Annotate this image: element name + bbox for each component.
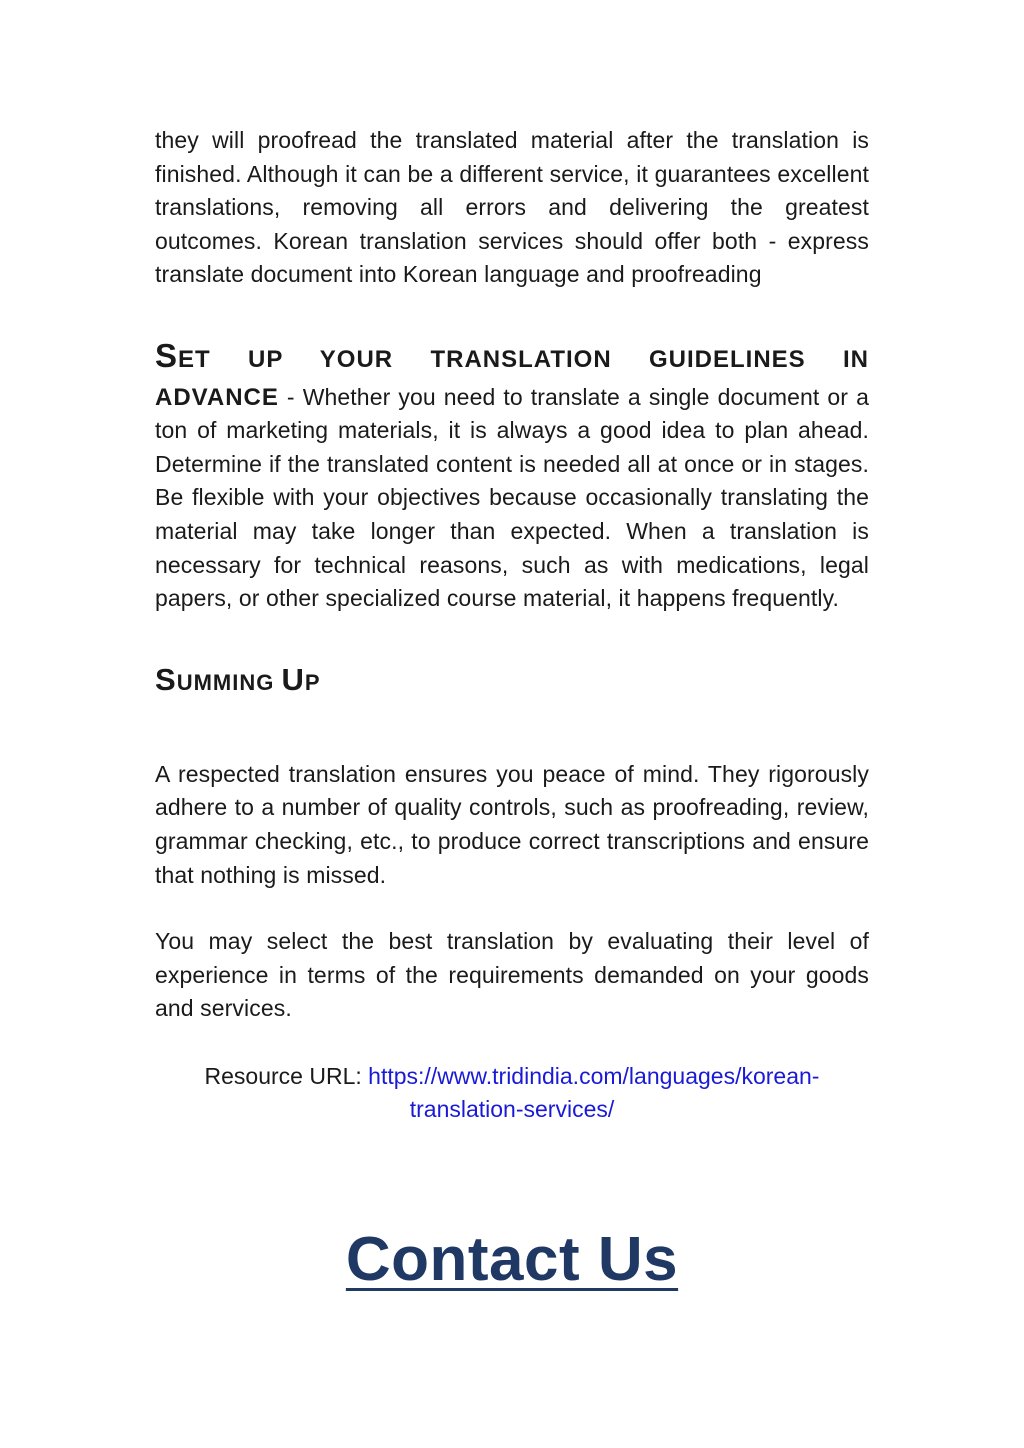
resource-label: Resource URL:: [204, 1062, 369, 1089]
contact-us-heading-wrapper: [0, 1224, 1024, 1295]
resource-line: [155, 1060, 869, 1127]
contact-us-heading[interactable]: Contact Us: [345, 1225, 679, 1294]
section-heading-summing-up: SUMMING UP: [155, 661, 321, 697]
document-body: [155, 124, 869, 1127]
summing-up-paragraph-1: A respected translation ensures you peace of mind. They rigorously adhere to a number of quality controls, such as proofreading, review, grammar checking, etc., to produce correct transcriptions and ensure that nothing is missed.: [155, 760, 869, 888]
intro-paragraph: they will proofread the translated material after the translation is finished. Although it can be a different service, it guarantees excellent translations, removing all errors and delivering the greatest outcomes. Korean translation services should offer both - express translate document into Korean language and proofreading: [155, 127, 869, 288]
section-heading-guidelines: SET UP YOUR TRANSLATION GUIDELINES IN: [155, 336, 869, 374]
section-heading-guidelines-line2: ADVANCE: [155, 383, 279, 411]
section-translation-guidelines: [155, 336, 869, 616]
section-guidelines-paragraph: ADVANCE - Whether you need to translate a single document or a ton of marketing materials, it is always a good idea to plan ahead. Determine if the translated content is needed all at once or in stages. Be flexible with your objectives because occasionally translating the material may take longer than expected. When a translation is necessary for technical reasons, such as with medications, legal papers, or other specialized course material, it happens frequently.: [155, 383, 869, 612]
summing-up-paragraph-2: You may select the best translation by evaluating their level of experience in terms of the requirements demanded on your goods and services.: [155, 928, 869, 1022]
resource-link[interactable]: https://www.tridindia.com/languages/korean-translation-services/: [368, 1062, 820, 1123]
